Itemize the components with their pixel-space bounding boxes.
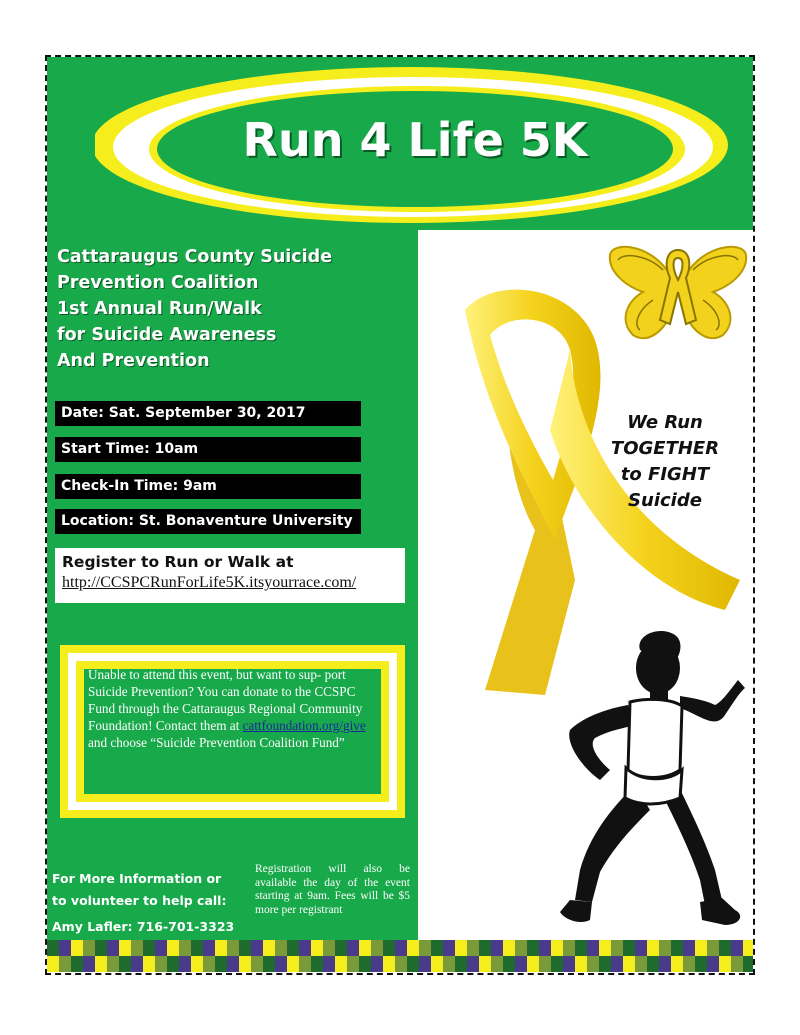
checkin-time-box: Check-In Time: 9am — [55, 474, 361, 499]
donate-text: Unable to attend this event, but want to sup- port Suicide Prevention? You can donate to the CCSPC Fund through the Cattaraugus Regional Community Foundation! Contact them at cattfoundation.org/give and choose “Suicide Prevention Coalition Fund” — [88, 667, 366, 750]
contact-line: For More Information or — [52, 871, 222, 886]
location-box: Location: St. Bonaventure University — [55, 509, 361, 534]
intro-line: Prevention Coalition — [57, 273, 259, 293]
contact-person: Amy Lafler: 716-701-3323 — [52, 919, 235, 934]
intro-line: for Suicide Awareness — [57, 325, 277, 345]
register-link[interactable]: http://CCSPCRunForLife5K.itsyourrace.com/ — [62, 574, 357, 591]
register-heading: Register to Run or Walk at — [62, 553, 294, 571]
start-time-box: Start Time: 10am — [55, 437, 361, 462]
slogan: We Run TOGETHER to FIGHT Suicide — [610, 412, 720, 511]
page-border — [45, 55, 755, 975]
page-title: Run 4 Life 5K — [242, 113, 588, 167]
intro-line: And Prevention — [57, 351, 210, 371]
registration-note: Registration will also be available the day of the event starting at 9am. Fees will be $5 more per registrant — [255, 863, 410, 916]
contact-line: to volunteer to help call: — [52, 893, 227, 908]
donate-link[interactable]: cattfoundation.org/give — [242, 718, 366, 733]
intro-line: 1st Annual Run/Walk — [57, 299, 262, 319]
date-box: Date: Sat. September 30, 2017 — [55, 401, 361, 426]
intro-line: Cattaraugus County Suicide — [57, 247, 333, 267]
